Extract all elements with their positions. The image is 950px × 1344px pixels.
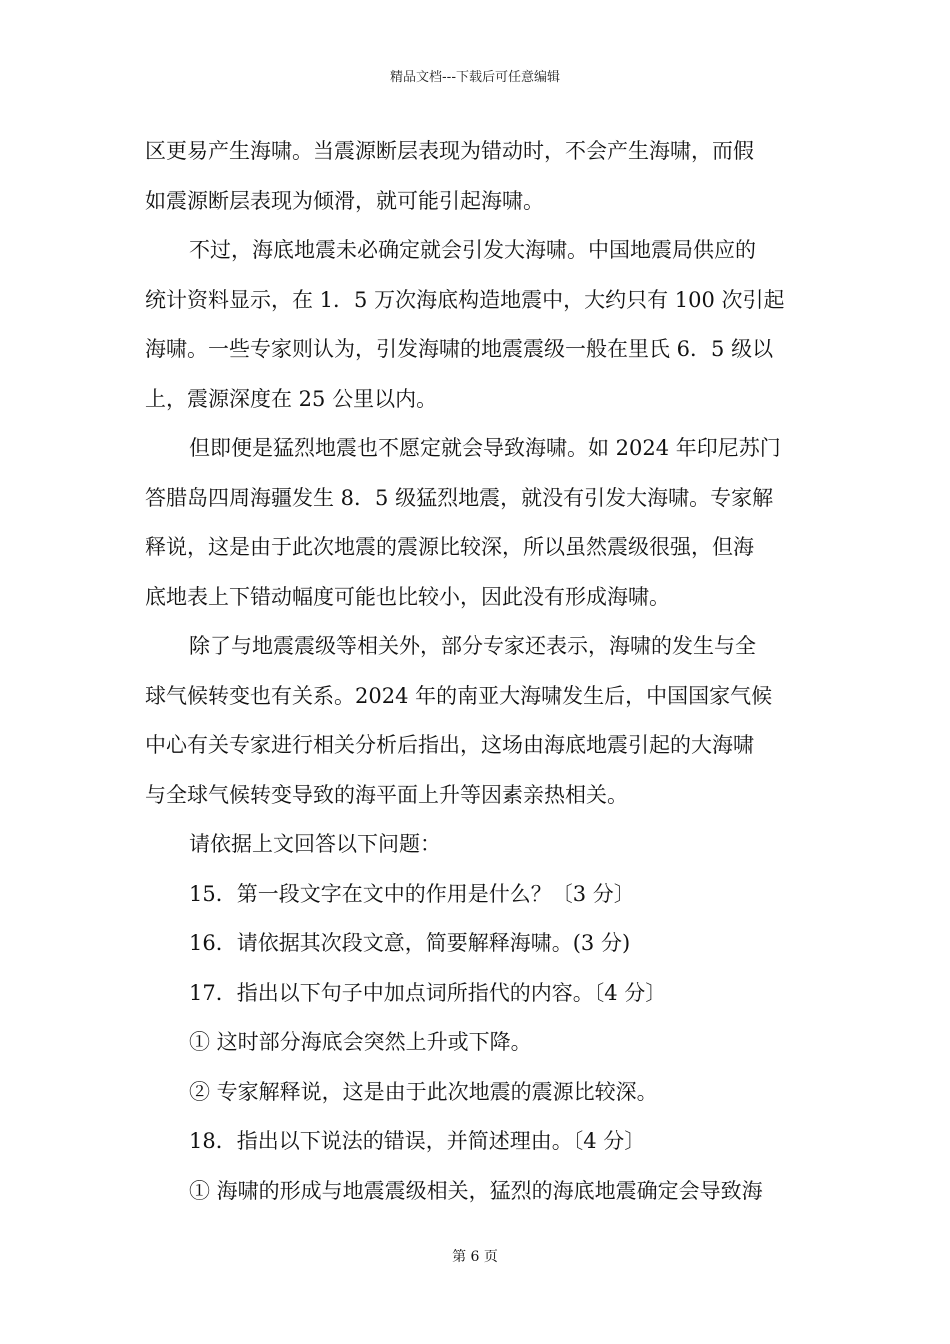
text-line: 不过，海底地震未必确定就会引发大海啸。中国地震局供应的: [189, 238, 756, 262]
document-body: [145, 130, 810, 1219]
question-15: 15．第一段文字在文中的作用是什么？〔3 分〕: [189, 881, 635, 906]
text-line: 底地表上下错动幅度可能也比较小，因此没有形成海啸。: [145, 584, 670, 609]
text-line: 上，震源深度在 25 公里以内。: [145, 386, 438, 411]
text-line: 如震源断层表现为倾滑，就可能引起海啸。: [145, 188, 544, 213]
text-line: 统计资料显示，在 1．5 万次海底构造地震中，大约只有 100 次引起: [145, 287, 785, 312]
text-line: 中心有关专家进行相关分析后指出，这场由海底地震引起的大海啸: [145, 733, 754, 757]
question-16: 16．请依据其次段文意，简要解释海啸。(3 分): [189, 931, 631, 955]
text-line: 与全球气候转变导致的海平面上升等因素亲热相关。: [145, 782, 628, 807]
question-intro: 请依据上文回答以下问题：: [189, 832, 441, 856]
page-number: 第 6 页: [452, 1249, 498, 1265]
page-header: 精品文档---下载后可任意编辑: [389, 70, 561, 85]
text-line: 除了与地震震级等相关外，部分专家还表示，海啸的发生与全: [189, 634, 756, 658]
text-line: 海啸。一些专家则认为，引发海啸的地震震级一般在里氏 6．5 级以: [145, 337, 774, 361]
text-line: 区更易产生海啸。当震源断层表现为错动时，不会产生海啸，而假: [145, 139, 754, 163]
text-line: 答腊岛四周海疆发生 8．5 级猛烈地震，就没有引发大海啸。专家解: [145, 485, 774, 510]
text-line: 但即便是猛烈地震也不愿定就会导致海啸。如 2024 年印尼苏门: [189, 436, 781, 460]
question-17-item-1: ① 这时部分海底会突然上升或下降。: [189, 1030, 532, 1054]
text-line: 球气候转变也有关系。2024 年的南亚大海啸发生后，中国国家气候: [145, 683, 773, 708]
question-17-item-2: ② 专家解释说，这是由于此次地震的震源比较深。: [189, 1079, 658, 1104]
text-line: 释说，这是由于此次地震的震源比较深，所以虽然震级很强，但海: [145, 535, 754, 559]
question-18-item-1: ① 海啸的形成与地震震级相关，猛烈的海底地震确定会导致海: [189, 1178, 763, 1203]
question-17: 17．指出以下句子中加点词所指代的内容。〔4 分〕: [189, 980, 667, 1005]
question-18: 18．指出以下说法的错误，并简述理由。〔4 分〕: [189, 1129, 646, 1153]
